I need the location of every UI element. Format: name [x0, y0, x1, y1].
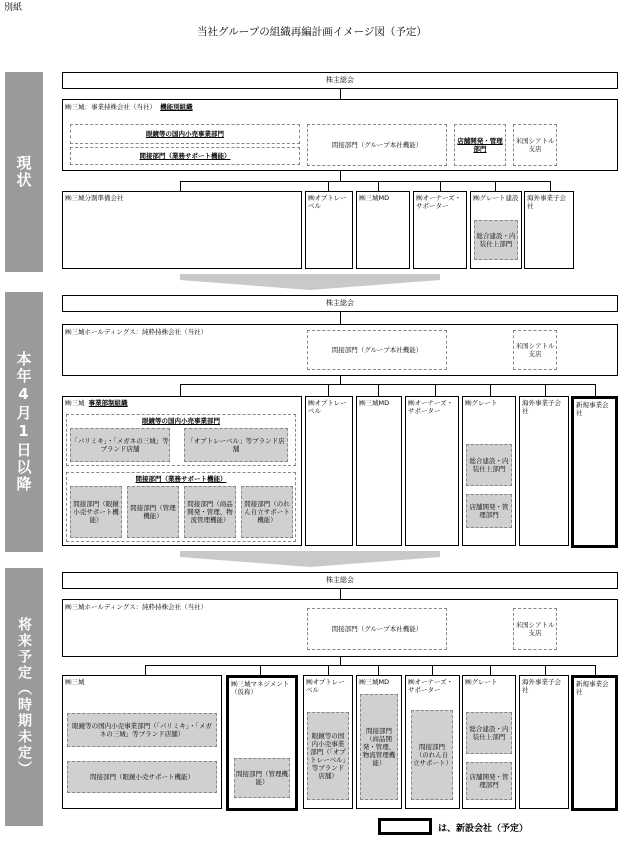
april-sub-optlabel: ㈱オプトレーベル	[305, 396, 353, 546]
future-sanjo-indirect: 間接部門（眼鏡小売サポート機能）	[67, 761, 217, 793]
april-great-inner-1: 総合建設・内装仕上部門	[466, 444, 512, 486]
future-sanjo-retail: 眼鏡等の国内小売事業部門（「パリミキ」・「メガネの三城」等ブランド店舗）	[67, 713, 217, 747]
current-domestic-retail: 眼鏡等の国内小売事業部門	[70, 124, 300, 144]
legend-thick-box	[378, 818, 432, 835]
current-sub-overseas: 海外事業子会社	[524, 191, 574, 269]
corner-label: 別紙	[4, 3, 23, 13]
current-sub-owners: ㈱オーナーズ・サポーター	[413, 191, 467, 269]
april-great-inner-2: 店舗開発・管理部門	[466, 494, 512, 528]
current-parent-title: ㈱三城：事業持株会社（当社） 機能別組織	[65, 103, 193, 111]
future-indirect-group: 間接部門（グループ本社機能）	[307, 608, 447, 650]
april-retail-header: 眼鏡等の国内小売事業部門	[142, 417, 220, 425]
april-indirect-item-3: 間接部門（商品開発・管理、物流管理機能）	[184, 486, 236, 538]
april-holding-title: ㈱三城ホールディングス：純粋持株会社（当社）	[65, 328, 208, 336]
future-sub-overseas: 海外事業子会社	[519, 675, 569, 809]
current-indirect-business: 間接部門（業務サポート機能）	[70, 147, 300, 165]
current-us-branch: 米国シアトル支店	[513, 124, 557, 166]
phase-future: 将来予定（時期未定）	[5, 568, 43, 826]
future-sub-optlabel: ㈱オプトレーベル	[303, 675, 353, 809]
current-sub-split: ㈱三城分割準備会社	[62, 191, 302, 269]
future-sub-new-business: 新規事業会社	[571, 675, 618, 811]
future-sub-great: ㈱グレート	[462, 675, 516, 809]
april-sub-md: ㈱三城MD	[356, 396, 402, 546]
april-sanjo-title: ㈱三城 事業部制組織	[65, 399, 128, 407]
phase-current: 現状	[5, 72, 43, 272]
current-sub-great: ㈱グレート建設	[470, 191, 522, 269]
future-great-inner-1: 総合建設・内装仕上部門	[466, 712, 512, 754]
april-indirect-header: 間接部門（業務サポート機能）	[135, 475, 227, 483]
future-us-branch: 米国シアトル支店	[513, 608, 557, 650]
shareholders-box-april: 株主総会	[62, 295, 618, 312]
future-holding-title: ㈱三城ホールディングス：純粋持株会社（当社）	[65, 603, 208, 611]
current-sub-md: ㈱三城MD	[356, 191, 410, 269]
future-management-inner: 間接部門（管理機能）	[234, 758, 290, 798]
future-sub-md: ㈱三城MD	[356, 675, 402, 809]
april-sub-great: ㈱グレート	[462, 396, 516, 546]
future-sanjo-title: ㈱三城	[65, 678, 85, 686]
future-great-inner-2: 店舗開発・管理部門	[466, 762, 512, 800]
april-brand-optlabel: 「オプトレーベル」等ブランド店舗	[184, 428, 288, 462]
future-sub-owners: ㈱オーナーズ・サポーター	[405, 675, 460, 809]
current-great-inner: 総合建設・内装仕上部門	[474, 220, 518, 260]
april-brand-parimiki: 「パリミキ」・「メガネの三城」等ブランド店舗	[70, 428, 170, 462]
shareholders-box-current: 株主総会	[62, 72, 618, 89]
shareholders-box-future: 株主総会	[62, 572, 618, 589]
future-md-inner: 間接部門（商品開発・管理、物流管理機能）	[360, 694, 398, 800]
april-sub-new-business: 新規事業会社	[571, 396, 618, 548]
current-store-dev: 店舗開発・管理部門	[454, 124, 506, 166]
current-sub-optlabel: ㈱オプトレーベル	[305, 191, 353, 269]
april-sub-owners: ㈱オーナーズ・サポーター	[405, 396, 459, 546]
april-sub-overseas: 海外事業子会社	[519, 396, 569, 546]
future-sub-management: ㈱三城マネジメント（仮称）	[226, 675, 298, 811]
future-optlabel-inner: 眼鏡等の国内小売事業部門（「オプトレーベル」等ブランド店舗）	[307, 712, 349, 800]
page-title: 当社グループの組織再編計画イメージ図（予定）	[197, 26, 427, 38]
april-indirect-item-2: 間接部門（管理機能）	[127, 486, 179, 538]
legend-text: は、新設会社（予定）	[438, 824, 529, 834]
current-indirect-group: 間接部門（グループ本社機能）	[307, 124, 447, 166]
april-indirect-item-4: 間接部門（のれん自立サポート機能）	[241, 486, 293, 538]
april-indirect-item-1: 間接部門（眼鏡小売サポート機能）	[70, 486, 122, 538]
april-indirect-group: 間接部門（グループ本社機能）	[307, 330, 447, 370]
phase-april: 本年4月1日以降	[5, 292, 43, 552]
april-us-branch: 米国シアトル支店	[513, 330, 557, 370]
future-owners-inner: 間接部門（のれん自立サポート）	[411, 710, 453, 800]
